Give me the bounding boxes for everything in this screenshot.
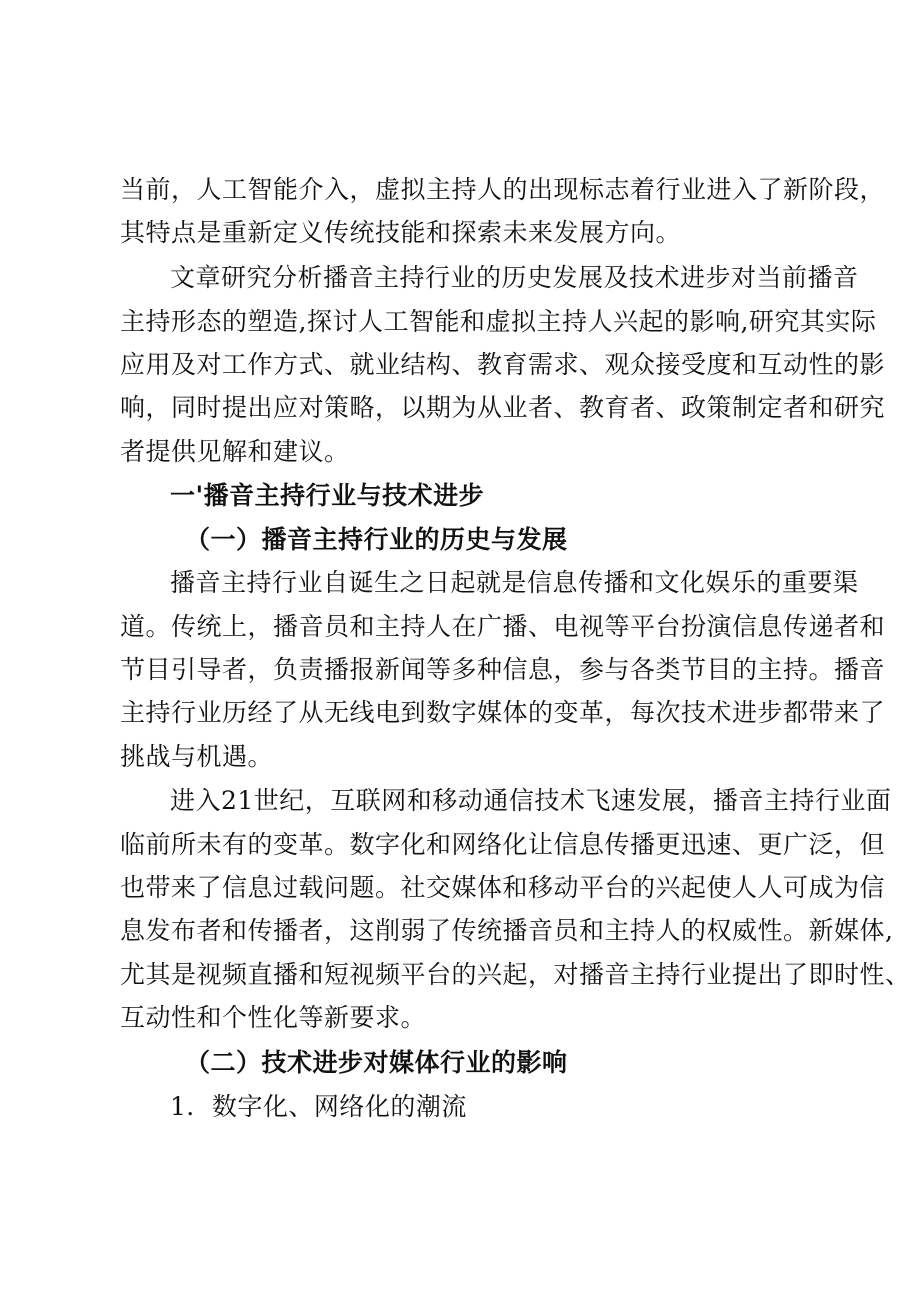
history-paragraph-line-1: 播音主持行业自诞生之日起就是信息传播和文化娱乐的重要渠 <box>170 568 859 597</box>
study-paragraph-line-2: 主持形态的塑造,探讨人工智能和虚拟主持人兴起的影响,研究其实际 <box>120 307 877 336</box>
study-paragraph-line-1: 文章研究分析播音主持行业的历史发展及技术进步对当前播音 <box>170 263 859 292</box>
intro-line-2: 其特点是重新定义传统技能和探索未来发展方向。 <box>120 218 682 247</box>
history-paragraph-line-5: 挑战与机遇。 <box>120 742 274 771</box>
century-paragraph-line-5: 尤其是视频直播和短视频平台的兴起，对播音主持行业提出了即时性、 <box>120 960 911 989</box>
history-paragraph-line-3: 节目引导者，负责播报新闻等多种信息，参与各类节目的主持。播音 <box>120 655 886 684</box>
item-1-heading: 1．数字化、网络化的潮流 <box>170 1092 467 1121</box>
history-paragraph-line-2: 道。传统上，播音员和主持人在广播、电视等平台扮演信息传递者和 <box>120 612 886 641</box>
history-paragraph-line-4: 主持行业历经了从无线电到数字媒体的变革，每次技术进步都带来了 <box>120 698 886 727</box>
subsection-2-heading: （二）技术进步对媒体行业的影响 <box>185 1048 568 1077</box>
century-paragraph-line-4: 息发布者和传播者，这削弱了传统播音员和主持人的权威性。新媒体, <box>120 916 894 945</box>
century-paragraph-line-2: 临前所未有的变革。数字化和网络化让信息传播更迅速、更广泛，但 <box>120 830 886 859</box>
study-paragraph-line-5: 者提供见解和建议。 <box>120 437 350 466</box>
century-paragraph-line-3: 也带来了信息过载问题。社交媒体和移动平台的兴起使人人可成为信 <box>120 873 886 902</box>
intro-line-1: 当前，人工智能介入，虚拟主持人的出现标志着行业进入了新阶段， <box>120 175 886 204</box>
century-paragraph-line-6: 互动性和个性化等新要求。 <box>120 1003 427 1032</box>
study-paragraph-line-4: 响，同时提出应对策略，以期为从业者、教育者、政策制定者和研究 <box>120 393 886 422</box>
study-paragraph-line-3: 应用及对工作方式、就业结构、教育需求、观众接受度和互动性的影 <box>120 350 886 379</box>
section-1-heading: 一'播音主持行业与技术进步 <box>170 481 485 510</box>
subsection-1-heading: （一）播音主持行业的历史与发展 <box>185 525 568 554</box>
century-paragraph-line-1: 进入21世纪，互联网和移动通信技术飞速发展，播音主持行业面 <box>170 786 892 815</box>
